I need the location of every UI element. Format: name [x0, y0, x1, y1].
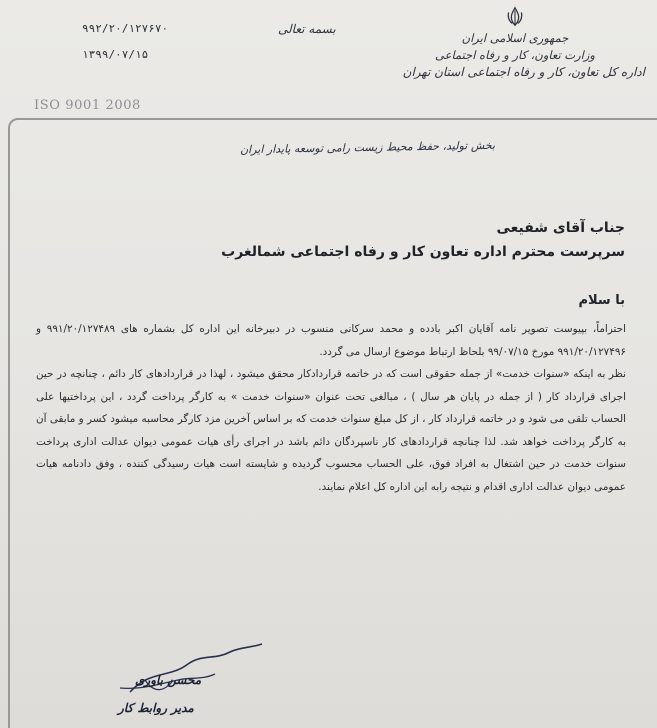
greeting: با سلام	[578, 293, 625, 308]
addressee-name: جناب آقای شفیعی	[496, 220, 625, 236]
letterhead-ministry: وزارت تعاون، کار و رفاه اجتماعی	[435, 48, 595, 62]
letter-body	[36, 318, 626, 498]
signature-block	[0, 640, 320, 728]
body-paragraph: نظر به اینکه «سنوات خدمت» از جمله حقوقی است که در خاتمه قراردادکار محقق میشود ، لهذا در قراردادهای کار دائم ، چنانچه در حین اجرای قرارداد کار ( از جمله در پایان هر سال ) ، مبالغی تحت عنوان «سنوات خدمت » به کارگر پرداخت گردد ، این پرداختیها علی الحساب تلقی می شود و در خاتمه قرارداد کار ، از کل مبلغ سنوات خدمت که بر اساس آخرین مزد کارگر محاسبه میشود کسر و مابقی آن به کارگر پرداخت خواهد شد. لذا چنانچه قراردادهای کار ناسپردگان دائم باشد در اجرای رأی هیات عمومی دیوان عدالت اداری پرداخت سنوات خدمت در حین اشتغال به افراد فوق، علی الحساب محسوب گردیده و شایسته است هیات رسیدگی کننده ، وفق دادنامه هیات عمومی دیوان عدالت اداری اقدام و نتیجه رابه این اداره کل اعلام نمایند.	[36, 368, 626, 493]
letter-number: ۹۹۲/۲۰/۱۲۷۶۷۰	[82, 22, 169, 35]
basmala: بسمه تعالی	[278, 22, 336, 36]
signature-scribble	[90, 640, 280, 700]
body-paragraph: احتراماً، بپیوست تصویر نامه آقایان اکبر بادده و محمد سرکانی منسوب در دبیرخانه این اداره کل بشماره های ۹۹۱/۲۰/۱۲۷۴۸۹ و ۹۹۱/۲۰/۱۲۷۴۹۶ مورخ ۹۹/۰۷/۱۵ بلحاظ ارتباط موضوع ارسال می گردد.	[36, 323, 626, 358]
letterhead-office: اداره کل تعاون، کار و رفاه اجتماعی استان تهران	[402, 65, 645, 79]
addressee-title: سرپرست محترم اداره تعاون کار و رفاه اجتماعی شمالغرب	[221, 244, 625, 260]
letter-date: ۱۳۹۹/۰۷/۱۵	[82, 48, 149, 61]
handwritten-note: بخش تولید، حفظ محیط زیست رامی توسعه پایدار ایران	[239, 138, 496, 157]
iran-emblem-icon	[504, 6, 526, 28]
letterhead-block	[395, 6, 645, 81]
letterhead-country: جمهوری اسلامی ایران	[461, 31, 569, 45]
signer-name: محسن باوری	[135, 673, 202, 687]
iso-label: ISO 9001 2008	[34, 98, 141, 113]
signer-title: مدیر روابط کار	[118, 701, 194, 715]
letter-reference	[82, 16, 168, 68]
